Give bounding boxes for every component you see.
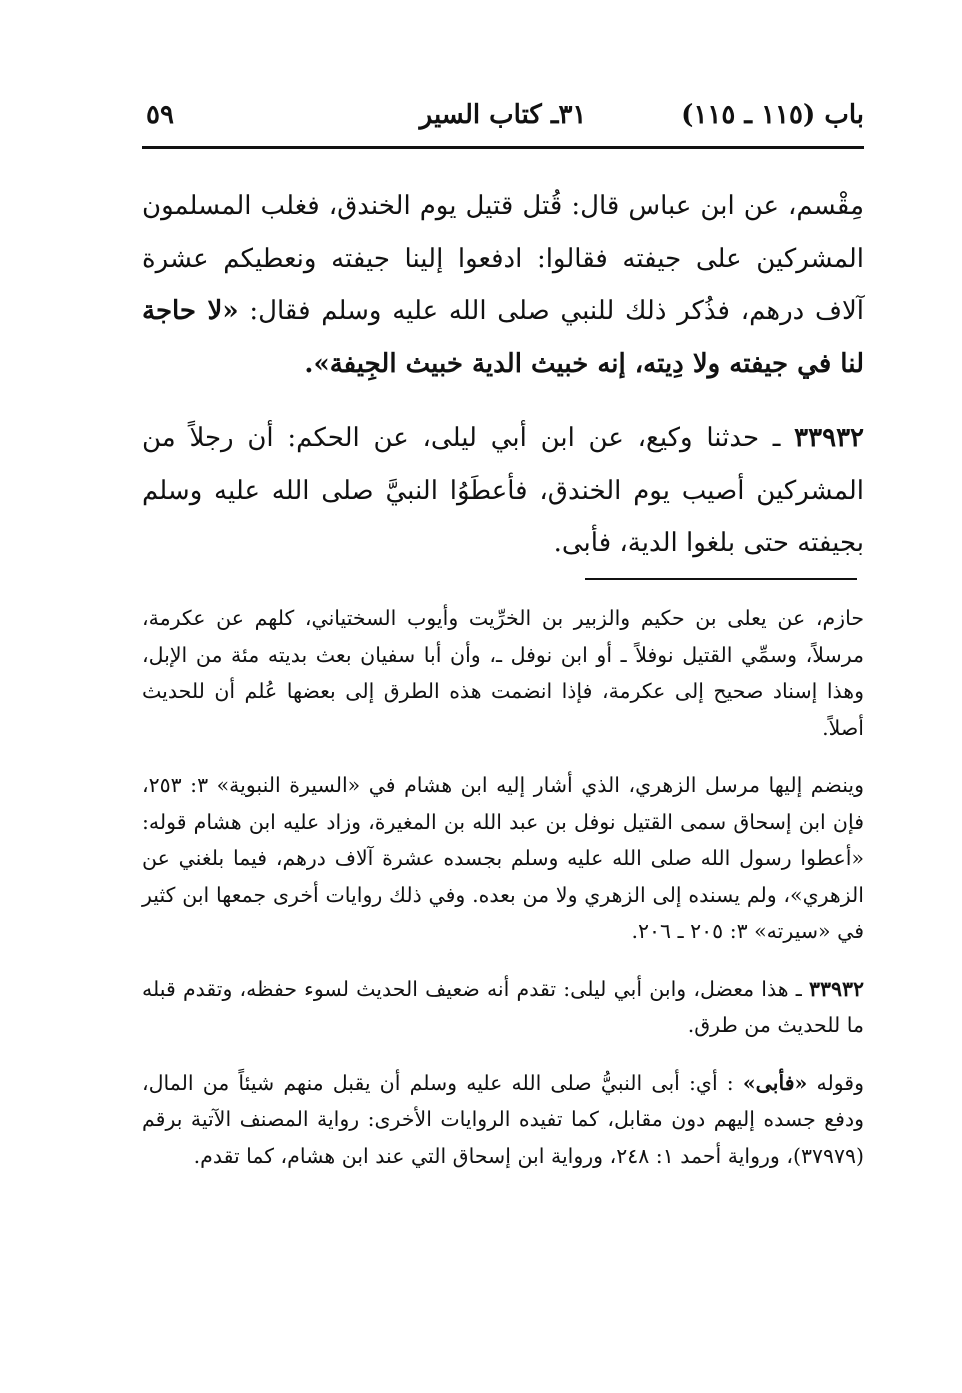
footnote-text: : أي: أبى النبيُّ صلى الله عليه وسلم أن يقبل منهم شيئاً من المال، ودفع جسده إليهم دون مقابل، كما تفيده الروايات الأخرى: رواية المصنف الآتية برقم (٣٧٩٧٩)، ورواية أحمد ١: ٢٤٨، ورواية ابن إسحاق التي عند ابن هشام، كما تقدم. [142, 1070, 864, 1168]
footnote-paragraph-3 [142, 971, 864, 1044]
footnote-paragraph-4 [142, 1065, 864, 1175]
book-title: ٣١ـ كتاب السير [419, 100, 587, 130]
footnote-text: ـ هذا معضل، وابن أبي ليلى: تقدم أنه ضعيف الحديث لسوء حفظه، وتقدم قبله ما للحديث من طرق. [142, 976, 864, 1037]
page-number: ٥٩ [146, 100, 174, 130]
main-paragraph-2 [142, 412, 864, 570]
paragraph-text: ـ حدثنا وكيع، عن ابن أبي ليلى، عن الحكم: أن رجلاً من المشركين أصيب يوم الخندق، فأعطَوُا النبيَّ صلى الله عليه وسلم بجيفته حتى بلغوا الدية، فأبى. [142, 423, 864, 558]
main-paragraph-1 [142, 180, 864, 390]
footnote-paragraph-1: حازم، عن يعلى بن حكيم والزبير بن الخرِّيت وأيوب السختياني، كلهم عن عكرمة، مرسلاً، وسمِّي القتيل نوفلاً ـ أو ابن نوفل ـ، وأن أبا سفيان بعث بديته مئة من الإبل، وهذا إسناد صحيح إلى عكرمة، فإذا انضمت هذه الطرق إلى بعضها عُلم أن للحديث أصلاً. [142, 606, 864, 740]
running-header [142, 96, 864, 140]
footnote-separator [585, 578, 857, 580]
footnotes [142, 600, 864, 1174]
footnote-hadith-number: ٣٣٩٣٢ [808, 976, 864, 1001]
paragraph-text: مِقْسم، عن ابن عباس قال: قُتل قتيل يوم الخندق، فغلب المسلمون المشركين على جيفته فقالوا: ادفعوا إلينا جيفته ونعطيكم عشرة آلاف درهم، فذُكر ذلك للنبي صلى الله عليه وسلم فقال: [142, 191, 864, 326]
hadith-number: ٣٣٩٣٢ [794, 423, 864, 453]
footnote-lead: وقوله [807, 1070, 864, 1095]
header-rule [142, 146, 864, 149]
footnote-quote: «فأبى» [742, 1070, 808, 1095]
prophet-quote: «لا حاجة لنا في جيفته ولا دِيته، إنه خبيث الدية خبيث الجِيفة». [142, 296, 864, 379]
footnote-paragraph-2: وينضم إليها مرسل الزهري، الذي أشار إليه ابن هشام في «السيرة النبوية» ٣: ٢٥٣، فإن ابن إسحاق سمى القتيل نوفل بن عبد الله بن المغيرة، وزاد عليه ابن هشام قوله: «أعطوا رسول الله صلى الله عليه وسلم بجسده عشرة آلاف درهم، فيما بلغني عن الزهري»، ولم يسنده إلى الزهري ولا من بعده. وفي ذلك روايات أخرى جمعها ابن كثير في «سيرته» ٣: ٢٠٥ ـ ٢٠٦. [142, 773, 864, 943]
chapter-title: باب (١١٥ ـ ١١٥) [681, 100, 864, 130]
main-text [142, 180, 864, 570]
